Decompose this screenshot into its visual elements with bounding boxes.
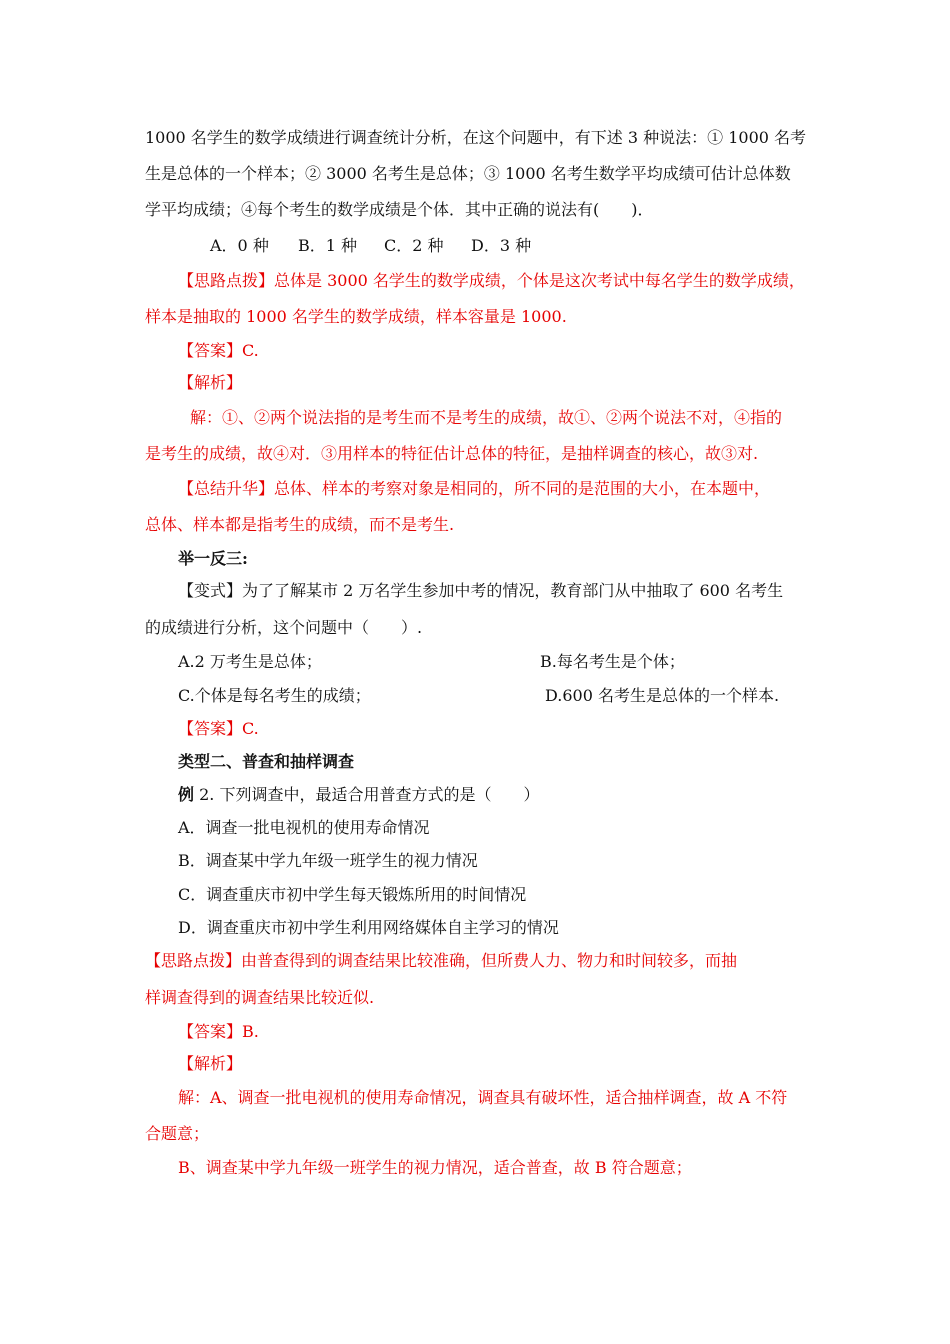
q1-option-b: B．1 种 [298, 236, 358, 255]
q1-option-d: D．3 种 [471, 236, 532, 255]
example-stem-text: 2. 下列调查中，最适合用普查方式的是（ ） [194, 785, 540, 804]
q1-option-c: C．2 种 [384, 236, 444, 255]
type2-heading: 类型二、普查和抽样调查 [178, 752, 355, 771]
type2-analysis-line-2: 合题意； [145, 1124, 210, 1143]
type2-analysis-line-1: 解：A、调查一批电视机的使用寿命情况，调查具有破坏性，适合抽样调查，故 A 不符 [178, 1088, 788, 1107]
type2-answer: 【答案】B. [178, 1022, 259, 1041]
q1-answer: 【答案】C. [178, 341, 259, 360]
type2-option-d: D．调查重庆市初中学生利用网络媒体自主学习的情况 [178, 918, 559, 937]
variant-stem-line-2: 的成绩进行分析，这个问题中（ ）. [145, 618, 423, 637]
type2-option-c: C．调查重庆市初中学生每天锻炼所用的时间情况 [178, 885, 527, 904]
q1-analysis-line-2: 是考生的成绩，故④对．③用样本的特征估计总体的特征，是抽样调查的核心，故③对. [145, 444, 759, 463]
q1-stem-line-2: 生是总体的一个样本；② 3000 名考生是总体；③ 1000 名考生数学平均成绩可估计总体数 [145, 164, 791, 183]
type2-hint-line-1: 【思路点拨】由普查得到的调查结果比较准确，但所费人力、物力和时间较多，而抽 [145, 951, 738, 970]
type2-example-stem [178, 784, 539, 806]
q1-analysis-label: 【解析】 [178, 373, 243, 392]
variant-option-d: D.600 名考生是总体的一个样本. [545, 686, 780, 705]
type2-hint-line-2: 样调查得到的调查结果比较近似. [145, 988, 375, 1007]
q1-hint-line-1: 【思路点拨】总体是 3000 名学生的数学成绩，个体是这次考试中每名学生的数学成绩， [178, 271, 805, 290]
variant-heading: 举一反三: [178, 549, 248, 568]
q1-stem-line-1: 1000 名学生的数学成绩进行调查统计分析，在这个问题中，有下述 3 种说法：① 1000 名考 [145, 128, 807, 147]
variant-option-b: B.每名考生是个体； [540, 652, 685, 671]
q1-option-a: A．0 种 [210, 236, 269, 255]
variant-stem-line-1: 【变式】为了了解某市 2 万名学生参加中考的情况，教育部门从中抽取了 600 名考生 [178, 581, 784, 600]
q1-analysis-line-1: 解：①、②两个说法指的是考生而不是考生的成绩，故①、②两个说法不对，④指的 [190, 408, 783, 427]
type2-analysis-label: 【解析】 [178, 1054, 243, 1073]
variant-option-c: C.个体是每名考生的成绩； [178, 686, 371, 705]
q1-summary-line-1: 【总结升华】总体、样本的考察对象是相同的，所不同的是范围的大小，在本题中， [178, 479, 771, 498]
variant-answer: 【答案】C. [178, 719, 259, 738]
q1-summary-line-2: 总体、样本都是指考生的成绩，而不是考生. [145, 515, 455, 534]
type2-analysis-line-3: B、调查某中学九年级一班学生的视力情况，适合普查，故 B 符合题意； [178, 1158, 692, 1177]
q1-stem-line-3: 学平均成绩；④每个考生的数学成绩是个体．其中正确的说法有( )． [145, 200, 654, 219]
example-label: 例 [178, 785, 195, 804]
type2-option-b: B．调查某中学九年级一班学生的视力情况 [178, 851, 478, 870]
q1-hint-line-2: 样本是抽取的 1000 名学生的数学成绩，样本容量是 1000. [145, 307, 567, 326]
type2-option-a: A．调查一批电视机的使用寿命情况 [178, 818, 430, 837]
variant-option-a: A.2 万考生是总体； [178, 652, 322, 671]
